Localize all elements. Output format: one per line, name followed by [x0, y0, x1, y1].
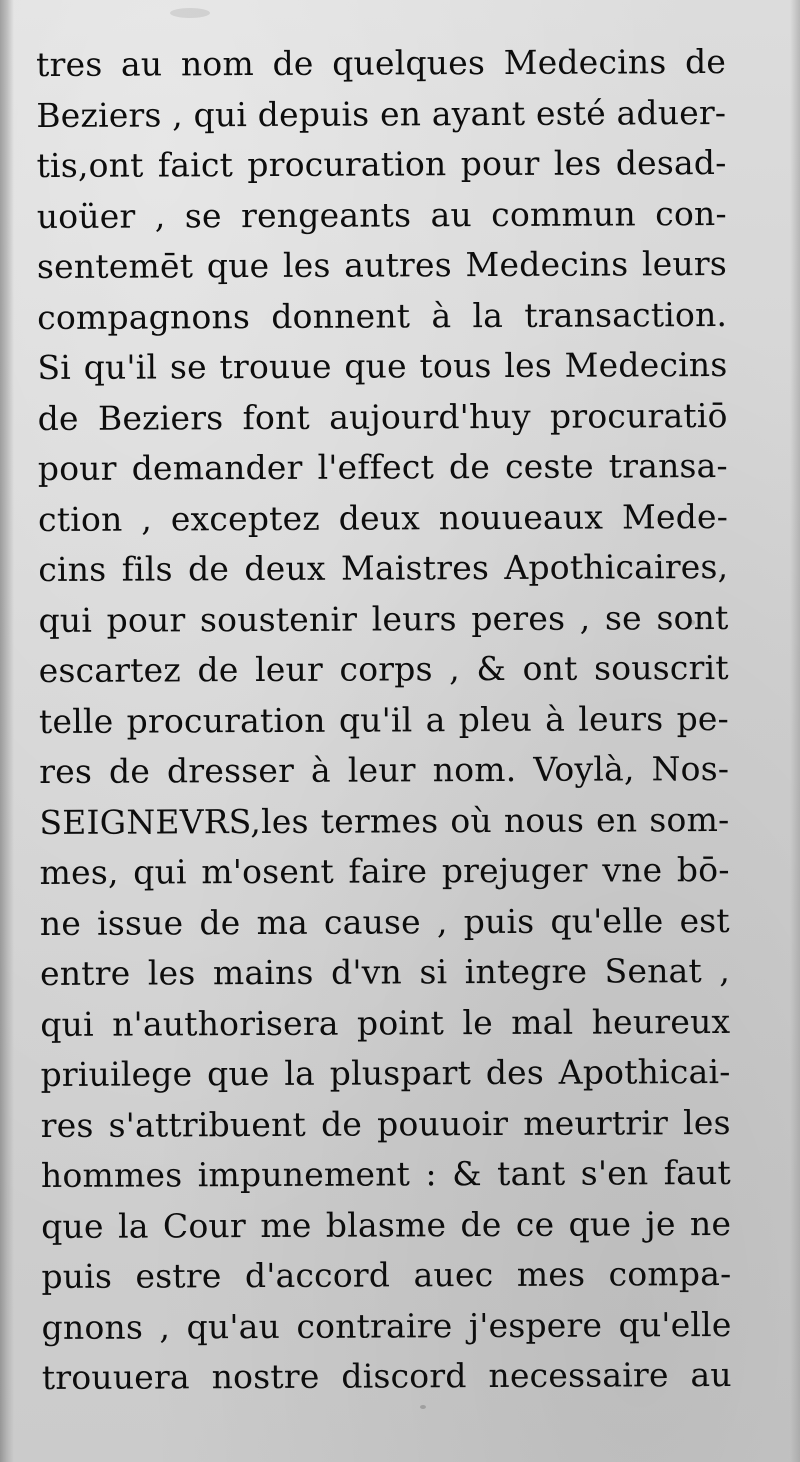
text-line: escartez de leur corps , & ont souscrit: [38, 647, 729, 690]
text-line: cins fils de deux Maistres Apothicaires,: [38, 546, 729, 589]
text-line: mes, qui m'osent faire prejuger vne bō-: [39, 849, 730, 892]
text-line: ne issue de ma cause , puis qu'elle est: [39, 900, 730, 943]
text-line: res s'attribuent de pouuoir meurtrir les: [40, 1102, 731, 1145]
text-line: tres au nom de quelques Medecins de: [36, 41, 727, 84]
text-line: trouuera nostre discord necessaire au: [41, 1354, 732, 1397]
text-line: ction , exceptez deux nouueaux Mede-: [38, 496, 729, 539]
text-line: SEIGNEVRS,les termes où nous en som-: [39, 799, 730, 842]
text-line: hommes impunement : & tant s'en faut: [40, 1152, 732, 1195]
text-line: tis,ont faict procuration pour les desad-: [36, 142, 727, 185]
text-line: qui n'authorisera point le mal heureux: [40, 1001, 731, 1044]
paper-speck: [170, 8, 210, 18]
text-line: uoüer , se rengeants au commun con-: [36, 193, 727, 236]
text-line: priuilege que la pluspart des Apothicai-: [40, 1051, 731, 1094]
text-line: que la Cour me blasme de ce que je ne: [41, 1203, 732, 1246]
text-line: entre les mains d'vn si integre Senat ,: [39, 950, 731, 993]
page-edge: [790, 0, 800, 1462]
text-line: Beziers , qui depuis en ayant esté aduer-: [36, 92, 727, 135]
text-line: compagnons donnent à la transaction.: [37, 294, 728, 337]
text-line: de Beziers font aujourd'huy procuratiō: [37, 395, 728, 438]
text-line: res de dresser à leur nom. Voylà, Nos-: [39, 748, 730, 791]
text-line: Si qu'il se trouue que tous les Medecins: [37, 344, 728, 387]
paper-speck: [420, 1405, 426, 1409]
binding-shadow: [0, 0, 14, 1462]
text-line: puis estre d'accord auec mes compa-: [41, 1253, 732, 1296]
text-line: gnons , qu'au contraire j'espere qu'elle: [41, 1304, 732, 1347]
body-text: [36, 37, 732, 1403]
text-line: qui pour soustenir leurs peres , se sont: [38, 597, 729, 640]
text-line: pour demander l'effect de ceste transa-: [37, 445, 728, 488]
text-line: telle procuration qu'il a pleu à leurs pe-: [38, 698, 730, 741]
text-line: sentemēt que les autres Medecins leurs: [36, 243, 728, 286]
